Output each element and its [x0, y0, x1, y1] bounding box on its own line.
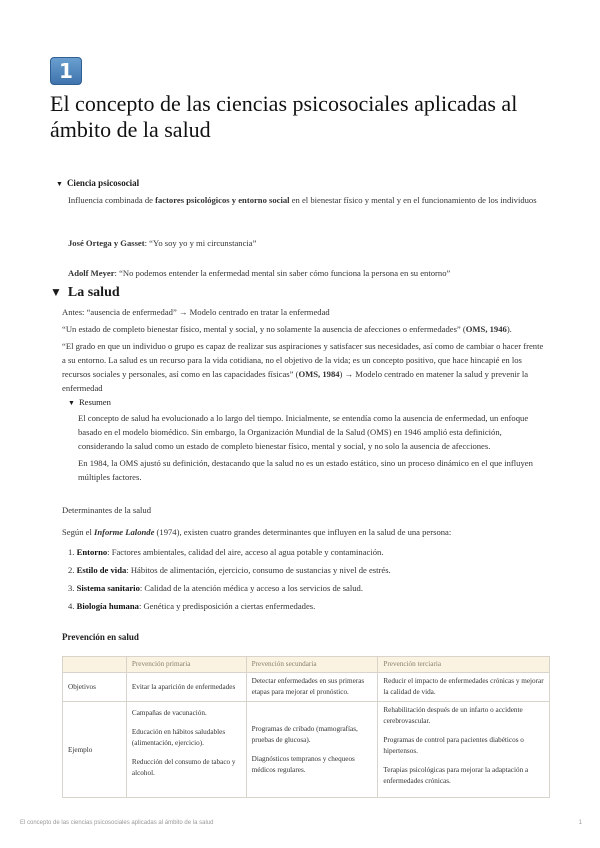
quote-meyer: Adolf Meyer: “No podemos entender la enfermedad mental sin saber cómo funciona la persona en su entorno”	[68, 268, 451, 278]
resumen-toggle[interactable]	[68, 397, 111, 407]
table-cell: Ejemplo	[63, 702, 127, 798]
table-cell: Campañas de vacunación. Educación en hábitos saludables (alimentación, ejercicio). Reducción del consumo de tabaco y alcohol.	[126, 702, 246, 798]
determinantes-intro: Según el Informe Lalonde (1974), existen cuatro grandes determinantes que influyen en la salud de una persona:	[62, 527, 452, 537]
page-title: El concepto de las ciencias psicosociales aplicadas al ámbito de la salud	[50, 91, 518, 142]
table-cell: Reducir el impacto de enfermedades crónicas y mejorar la calidad de vida.	[378, 673, 550, 702]
ciencia-psicosocial-toggle[interactable]	[56, 178, 139, 188]
table-cell: Objetivos	[63, 673, 127, 702]
table-header: Prevención secundaria	[246, 657, 378, 673]
footer-page-number: 1	[578, 820, 582, 826]
ciencia-definition: Influencia combinada de factores psicológicos y entorno social en el bienestar físico y mental y en el funcionamiento de los individuos	[68, 195, 537, 205]
table-header: Prevención terciaria	[378, 657, 550, 673]
quote-ortega: José Ortega y Gasset: “Yo soy yo y mi circunstancia”	[68, 238, 257, 248]
section-number-badge: 1	[50, 57, 82, 85]
collapse-triangle-icon: ▼	[56, 180, 63, 188]
table-header	[63, 657, 127, 673]
table-row	[63, 673, 550, 702]
salud-oms-1946: “Un estado de completo bienestar físico, mental y social, y no solamente la ausencia de afecciones o enfermedades” (OMS, 1946).	[62, 324, 512, 334]
list-item: 3. Sistema sanitario: Calidad de la atención médica y acceso a los servicios de salud.	[68, 583, 363, 593]
ciencia-heading: Ciencia psicosocial	[66, 178, 140, 188]
resumen-paragraph-1: El concepto de salud ha evolucionado a lo largo del tiempo. Inicialmente, se entendía como la ausencia de enfermedad, un enfoque basado en el modelo biomédico. Sin embargo, la Organización Mundial de la Salud (OMS) en 1946 amplió esta definición, considerando la salud como un estado de completo bienestar físico, mental y social, y no solo la ausencia de afecciones.	[78, 413, 529, 451]
table-header: Prevención primaria	[126, 657, 246, 673]
salud-oms-1984: “El grado en que un individuo o grupo es capaz de realizar sus aspiraciones y satisfacer sus necesidades, así como de cambiar o hacer frente a su entorno. La salud es un recurso para la vida cotidiana, no el objetivo de la vida; es un concepto positivo, que hace hincapié en los recursos sociales y personales, así como en las capacidades físicas” (OMS, 1984) → Modelo centrado en matener la salud y prevenir la enfermedad	[62, 341, 544, 393]
table-cell: Programas de cribado (mamografías, pruebas de glucosa). Diagnósticos tempranos y chequeos médicos regulares.	[246, 702, 378, 798]
table-cell: Detectar enfermedades en sus primeras etapas para mejorar el pronóstico.	[246, 673, 378, 702]
salud-heading: La salud	[67, 285, 120, 300]
salud-antes: Antes: “ausencia de enfermedad” → Modelo centrado en tratar la enfermedad	[62, 307, 330, 317]
determinantes-list	[68, 543, 548, 615]
table-header-row	[63, 657, 550, 673]
table-cell: Rehabilitación después de un infarto o accidente cerebrovascular. Programas de control para pacientes diabéticos o hipertensos. Terapias psicológicas para mejorar la adaptación a enfermedades crónicas.	[378, 702, 550, 798]
collapse-triangle-icon: ▼	[68, 399, 75, 407]
prevencion-label: Prevención en salud	[62, 632, 139, 642]
footer-title: El concepto de las ciencias psicosociales aplicadas al ámbito de la salud	[20, 820, 214, 826]
resumen-paragraph-2: En 1984, la OMS ajustó su definición, destacando que la salud no es un estado estático, sino un proceso dinámico en el que influyen múltiples factores.	[78, 458, 533, 482]
determinantes-label: Determinantes de la salud	[62, 505, 152, 515]
la-salud-toggle[interactable]	[50, 285, 120, 301]
collapse-triangle-icon: ▼	[50, 285, 62, 299]
table-row	[63, 702, 550, 798]
list-item: 2. Estilo de vida: Hábitos de alimentación, ejercicio, consumo de sustancias y nivel de estrés.	[68, 565, 391, 575]
list-item: 1. Entorno: Factores ambientales, calidad del aire, acceso al agua potable y contaminación.	[68, 547, 384, 557]
list-item: 4. Biología humana: Genética y predisposición a ciertas enfermedades.	[68, 601, 316, 611]
prevencion-table	[62, 656, 550, 798]
table-cell: Evitar la aparición de enfermedades	[126, 673, 246, 702]
resumen-heading: Resumen	[78, 397, 111, 407]
